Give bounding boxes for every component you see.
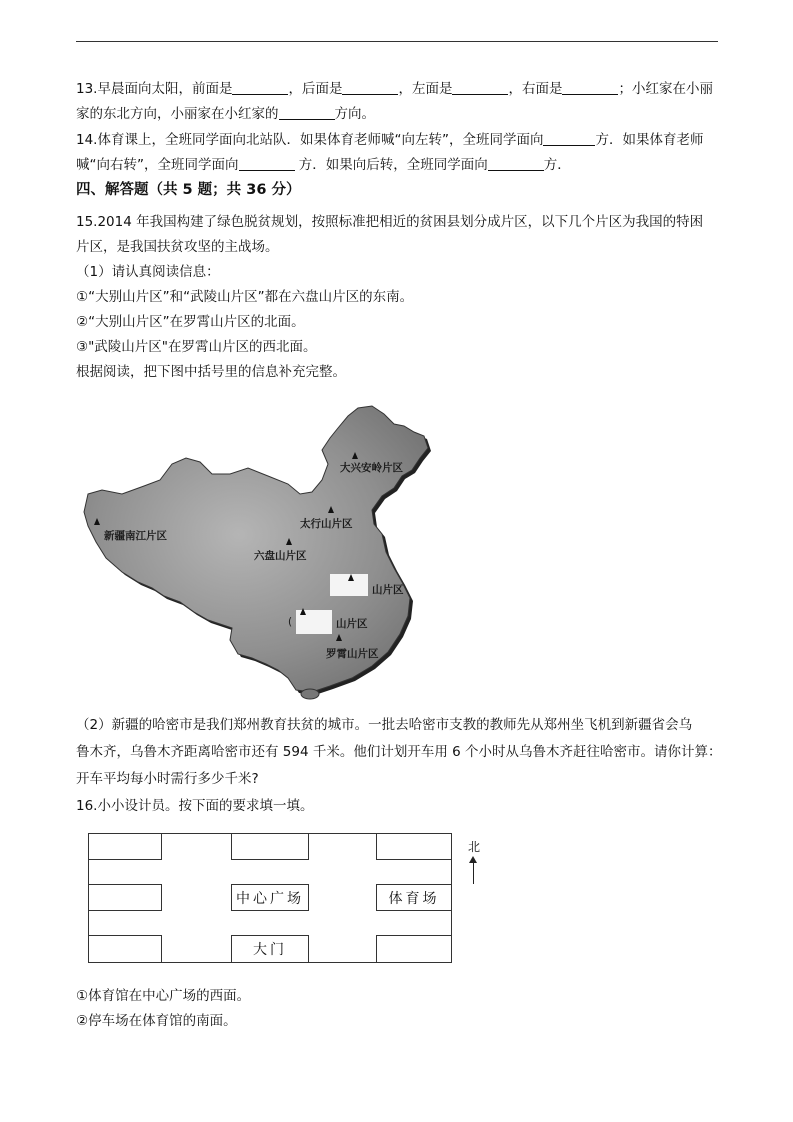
q16-req-2: ②停车场在体育馆的南面。 xyxy=(76,1013,237,1029)
q15-part2-line3: 开车平均每小时需行多少千米? xyxy=(76,771,259,787)
marker-liupan xyxy=(286,538,292,545)
q15-intro-2: 片区，是我国扶贫攻坚的主战场。 xyxy=(76,239,279,255)
q15-info-1: ①“大别山片区”和“武陵山片区”都在六盘山片区的东南。 xyxy=(76,289,414,305)
label-liupan: 六盘山片区 xyxy=(254,550,307,562)
q13-line1 xyxy=(76,79,713,99)
q15-part2-line1: （2）新疆的哈密市是我们郑州教育扶贫的城市。一批去哈密市支教的教师先从郑州坐飞机到新疆省会乌 xyxy=(76,717,693,733)
grid-cell-gate xyxy=(231,935,309,963)
q13-blank-left[interactable] xyxy=(452,80,508,95)
q13-text: ，右面是 xyxy=(508,81,563,97)
q15-instruction: 根据阅读，把下图中括号里的信息补充完整。 xyxy=(76,364,346,380)
q13-text: ，左面是 xyxy=(398,81,453,97)
grid-cell-sports-field xyxy=(376,884,452,911)
q14-blank-right-turn[interactable] xyxy=(239,156,295,171)
marker-xinjiang xyxy=(94,518,100,525)
q13-text: 13.早晨面向太阳，前面是 xyxy=(76,81,233,97)
q13-line2 xyxy=(76,104,375,124)
label-blank1: 山片区 xyxy=(372,584,404,596)
grid-cell-top-middle[interactable] xyxy=(231,833,309,860)
q13-blank-front[interactable] xyxy=(232,80,288,95)
marker-dabie xyxy=(348,574,354,581)
q13-blank-back[interactable] xyxy=(342,80,398,95)
center-square-label: 中心广场 xyxy=(236,890,304,907)
layout-grid xyxy=(88,833,452,963)
label-taihang: 太行山片区 xyxy=(300,518,353,530)
q13-text: 方向。 xyxy=(334,106,375,122)
china-map xyxy=(82,402,432,702)
label-luoxiao: 罗霄山片区 xyxy=(326,648,379,660)
grid-cell-mid-left[interactable] xyxy=(88,884,162,911)
label-daxinganling: 大兴安岭片区 xyxy=(340,462,403,474)
label-blank2: 山片区 xyxy=(336,618,368,630)
q13-text: ；小红家在小丽 xyxy=(618,81,713,97)
q15-info-2: ②“大别山片区”在罗霄山片区的北面。 xyxy=(76,314,305,330)
marker-daxinganling xyxy=(352,452,358,459)
grid-cell-top-right[interactable] xyxy=(376,833,452,860)
q14-blank-left-turn[interactable] xyxy=(543,131,595,146)
q14-line2 xyxy=(76,155,571,175)
marker-luoxiao xyxy=(336,634,342,641)
q14-text: 14.体育课上，全班同学面向北站队．如果体育老师喊“向左转”，全班同学面向 xyxy=(76,132,544,148)
section-heading: 四、解答题（共 5 题；共 36 分） xyxy=(76,182,301,198)
q15-part1-title: （1）请认真阅读信息： xyxy=(76,264,220,280)
grid-cell-bottom-right[interactable] xyxy=(376,935,452,963)
header-rule xyxy=(76,41,718,42)
grid-cell-center-square xyxy=(231,884,309,911)
label-xinjiang: 新疆南江片区 xyxy=(104,530,167,542)
north-arrow-shaft xyxy=(473,862,474,884)
q15-info-3: ③"武陵山片区"在罗霄山片区的西北面。 xyxy=(76,339,317,355)
q16-title: 16.小小设计员。按下面的要求填一填。 xyxy=(76,798,314,814)
q13-text: ，后面是 xyxy=(288,81,343,97)
q15-intro-1: 15.2014 年我国构建了绿色脱贫规划，按照标准把相近的贫困县划分成片区，以下几个片区为我国的特困 xyxy=(76,214,704,230)
q14-line1 xyxy=(76,130,703,150)
grid-cell-bottom-left[interactable] xyxy=(88,935,162,963)
grid-cell-top-left[interactable] xyxy=(88,833,162,860)
q13-text: 家的东北方向，小丽家在小红家的 xyxy=(76,106,279,122)
q14-text: 方．如果体育老师 xyxy=(595,132,704,148)
marker-taihang xyxy=(328,506,334,513)
q14-text: 方． xyxy=(543,157,571,173)
gate-label: 大门 xyxy=(253,942,287,958)
q16-req-1: ①体育馆在中心广场的西面。 xyxy=(76,988,251,1004)
q15-part2-line2: 鲁木齐，乌鲁木齐距离哈密市还有 594 千米。他们计划开车用 6 个小时从乌鲁木齐赶往哈密市。请你计算： xyxy=(76,744,722,760)
q13-blank-right[interactable] xyxy=(562,80,618,95)
q13-blank-direction[interactable] xyxy=(279,105,335,120)
north-label: 北 xyxy=(467,840,480,854)
q14-text: 方．如果向后转，全班同学面向 xyxy=(294,157,488,173)
q14-text: 喊“向右转”，全班同学面向 xyxy=(76,157,239,173)
q14-blank-about-turn[interactable] xyxy=(488,156,544,171)
sports-field-label: 体育场 xyxy=(388,890,440,907)
paren-open: ( xyxy=(288,616,293,628)
marker-wuling xyxy=(300,608,306,615)
